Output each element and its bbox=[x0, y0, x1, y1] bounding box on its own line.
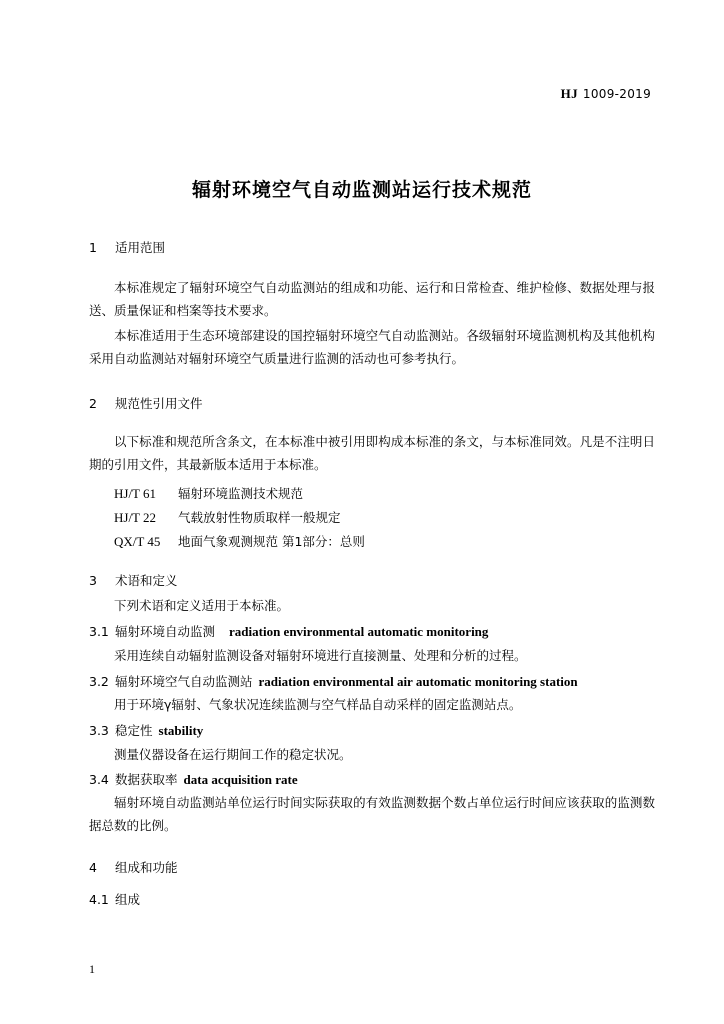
term-heading bbox=[89, 724, 203, 738]
document-title: 辐射环境空气自动监测站运行技术规范 bbox=[191, 179, 532, 201]
section-3-title: 术语和定义 bbox=[115, 573, 178, 588]
section-3-heading bbox=[89, 575, 178, 588]
section-2-number: 2 bbox=[89, 396, 97, 411]
term-english: radiation environmental air automatic monitoring station bbox=[258, 674, 578, 689]
reference-code: HJ/T 22 bbox=[114, 510, 157, 525]
standard-code-prefix: HJ bbox=[560, 86, 578, 101]
section-2-paragraph-1: 以下标准和规范所含条文，在本标准中被引用即构成本标准的条文，与本标准同效。凡是不注明日期的引用文件，其最新版本适用于本标准。 bbox=[89, 434, 655, 472]
section-2-heading bbox=[89, 398, 203, 411]
reference-name: 气载放射性物质取样一般规定 bbox=[178, 510, 341, 525]
term-definition: 采用连续自动辐射监测设备对辐射环境进行直接测量、处理和分析的过程。 bbox=[114, 648, 527, 663]
section-3-number: 3 bbox=[89, 573, 97, 588]
term-heading bbox=[89, 675, 578, 689]
subsection-4-1-number: 4.1 bbox=[89, 892, 109, 907]
standard-code bbox=[561, 86, 651, 102]
reference-code: QX/T 45 bbox=[114, 534, 161, 549]
term-english: stability bbox=[158, 723, 204, 738]
section-1-paragraph-2: 本标准适用于生态环境部建设的国控辐射环境空气自动监测站。各级辐射环境监测机构及其他机构采用自动监测站对辐射环境空气质量进行监测的活动也可参考执行。 bbox=[89, 328, 655, 366]
subsection-4-1-heading bbox=[89, 894, 140, 907]
section-1-heading bbox=[89, 242, 165, 255]
reference-name: 地面气象观测规范 第1部分：总则 bbox=[178, 534, 365, 549]
term-chinese: 稳定性 bbox=[115, 723, 153, 738]
section-1-number: 1 bbox=[89, 240, 97, 255]
term-number: 3.1 bbox=[89, 624, 109, 639]
standard-code-number: 1009-2019 bbox=[582, 87, 651, 101]
page-number: 1 bbox=[89, 962, 95, 976]
term-chinese: 辐射环境空气自动监测站 bbox=[115, 674, 253, 689]
term-heading bbox=[89, 773, 298, 787]
reference-code: HJ/T 61 bbox=[114, 486, 157, 501]
section-4-number: 4 bbox=[89, 860, 97, 875]
reference-item bbox=[114, 487, 303, 501]
term-number: 3.4 bbox=[89, 772, 109, 787]
section-1-title: 适用范围 bbox=[115, 240, 166, 255]
term-english: data acquisition rate bbox=[183, 772, 298, 787]
term-definition: 测量仪器设备在运行期间工作的稳定状况。 bbox=[114, 747, 352, 762]
reference-item bbox=[114, 535, 365, 549]
section-4-title: 组成和功能 bbox=[115, 860, 178, 875]
term-number: 3.2 bbox=[89, 674, 109, 689]
reference-item bbox=[114, 511, 341, 525]
term-number: 3.3 bbox=[89, 723, 109, 738]
term-definition: 用于环境γ辐射、气象状况连续监测与空气样品自动采样的固定监测站点。 bbox=[114, 697, 522, 712]
term-chinese: 数据获取率 bbox=[115, 772, 178, 787]
term-definition: 辐射环境自动监测站单位运行时间实际获取的有效监测数据个数占单位运行时间应该获取的监测数据总数的比例。 bbox=[89, 795, 655, 833]
reference-name: 辐射环境监测技术规范 bbox=[178, 486, 304, 501]
term-heading bbox=[89, 625, 488, 639]
section-4-heading bbox=[89, 862, 178, 875]
section-1-paragraph-1: 本标准规定了辐射环境空气自动监测站的组成和功能、运行和日常检查、维护检修、数据处理与报送、质量保证和档案等技术要求。 bbox=[89, 280, 655, 318]
term-english: radiation environmental automatic monitoring bbox=[229, 624, 489, 639]
section-2-title: 规范性引用文件 bbox=[115, 396, 203, 411]
term-chinese: 辐射环境自动监测 bbox=[115, 624, 216, 639]
subsection-4-1-title: 组成 bbox=[115, 892, 141, 907]
section-3-intro: 下列术语和定义适用于本标准。 bbox=[114, 598, 290, 613]
